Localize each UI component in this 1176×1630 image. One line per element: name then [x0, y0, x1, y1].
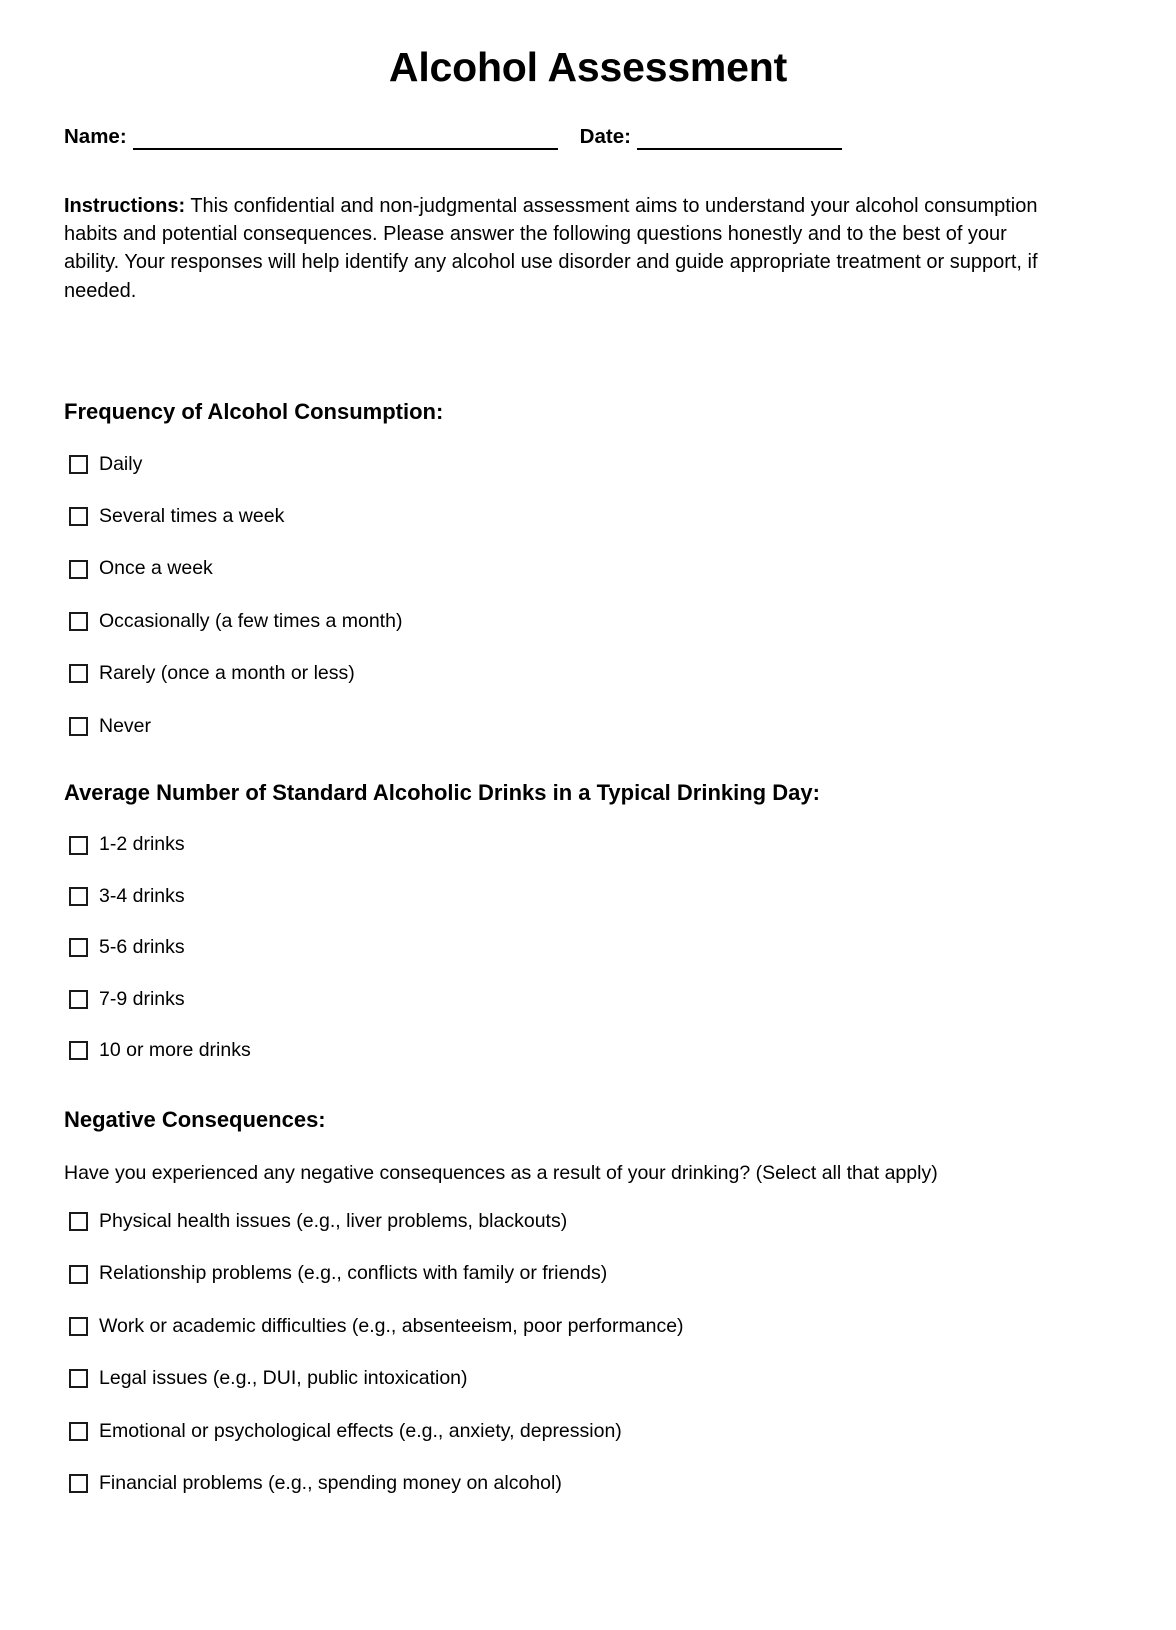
- option-label: Financial problems (e.g., spending money on alcohol): [99, 1471, 562, 1494]
- checkbox-icon[interactable]: [69, 887, 88, 906]
- name-label: Name:: [64, 125, 127, 149]
- checkbox-icon[interactable]: [69, 717, 88, 736]
- checkbox-icon[interactable]: [69, 1041, 88, 1060]
- option-label: 10 or more drinks: [99, 1038, 251, 1061]
- section-negative-consequences: [0, 1107, 1176, 1495]
- option-row-financial-problems[interactable]: [64, 1472, 1112, 1495]
- checkbox-icon[interactable]: [69, 612, 88, 631]
- instructions-paragraph: [0, 150, 1176, 306]
- option-row-1-2-drinks[interactable]: [64, 833, 1112, 856]
- option-label: 7-9 drinks: [99, 987, 185, 1010]
- option-row-work-or-academic-difficulties[interactable]: [64, 1315, 1112, 1338]
- section-heading-frequency: Frequency of Alcohol Consumption:: [64, 399, 444, 425]
- checkbox-icon[interactable]: [69, 938, 88, 957]
- instructions-label: Instructions:: [64, 194, 186, 217]
- option-row-emotional-or-psychological-effects[interactable]: [64, 1420, 1112, 1443]
- option-label: Physical health issues (e.g., liver problems, blackouts): [99, 1210, 568, 1233]
- option-row-5-6-drinks[interactable]: [64, 936, 1112, 959]
- page-title: Alcohol Assessment: [388, 44, 788, 90]
- option-row-10-or-more-drinks[interactable]: [64, 1039, 1112, 1062]
- section-average-drinks: [0, 780, 1176, 1062]
- negative-consequences-prompt: Have you experienced any negative consequences as a result of your drinking? (Select all that apply): [64, 1161, 938, 1184]
- date-label: Date:: [579, 125, 631, 149]
- option-label: 5-6 drinks: [99, 936, 185, 959]
- option-row-several-times-a-week[interactable]: [64, 505, 1112, 528]
- option-label: Emotional or psychological effects (e.g., anxiety, depression): [99, 1419, 622, 1442]
- checkbox-icon[interactable]: [69, 1265, 88, 1284]
- checkbox-icon[interactable]: [69, 455, 88, 474]
- option-label: Legal issues (e.g., DUI, public intoxication): [99, 1367, 468, 1390]
- option-row-relationship-problems[interactable]: [64, 1262, 1112, 1285]
- checkbox-icon[interactable]: [69, 990, 88, 1009]
- option-label: 1-2 drinks: [99, 833, 185, 856]
- checkbox-icon[interactable]: [69, 1212, 88, 1231]
- section-frequency: [0, 399, 1176, 738]
- option-label: 3-4 drinks: [99, 884, 185, 907]
- option-label: Several times a week: [99, 504, 285, 527]
- section-heading-negative-consequences: Negative Consequences:: [64, 1107, 326, 1133]
- checkbox-icon[interactable]: [69, 1474, 88, 1493]
- option-row-occasionally[interactable]: [64, 610, 1112, 633]
- name-input-line[interactable]: [133, 131, 558, 150]
- option-row-daily[interactable]: [64, 453, 1112, 476]
- option-row-never[interactable]: [64, 715, 1112, 738]
- option-row-legal-issues[interactable]: [64, 1367, 1112, 1390]
- checkbox-icon[interactable]: [69, 664, 88, 683]
- option-label: Occasionally (a few times a month): [99, 609, 403, 632]
- option-row-physical-health-issues[interactable]: [64, 1210, 1112, 1233]
- checkbox-icon[interactable]: [69, 1369, 88, 1388]
- checkbox-icon[interactable]: [69, 836, 88, 855]
- option-label: Rarely (once a month or less): [99, 662, 355, 685]
- checkbox-icon[interactable]: [69, 1317, 88, 1336]
- date-input-line[interactable]: [637, 131, 842, 150]
- option-label: Once a week: [99, 557, 213, 580]
- section-heading-average-drinks: Average Number of Standard Alcoholic Drinks in a Typical Drinking Day:: [64, 779, 820, 805]
- option-row-rarely[interactable]: [64, 662, 1112, 685]
- checkbox-icon[interactable]: [69, 560, 88, 579]
- option-row-3-4-drinks[interactable]: [64, 885, 1112, 908]
- identity-row: [0, 89, 1176, 150]
- option-row-7-9-drinks[interactable]: [64, 988, 1112, 1011]
- instructions-body: This confidential and non-judgmental assessment aims to understand your alcohol consumption habits and potential consequences. Please answer the following questions honestly and to the best of your ability. Your responses will help identify any alcohol use disorder and guide appropriate treatment or support, if needed.: [64, 194, 1038, 302]
- checkbox-icon[interactable]: [69, 507, 88, 526]
- option-row-once-a-week[interactable]: [64, 557, 1112, 580]
- option-label: Never: [99, 714, 152, 737]
- option-label: Daily: [99, 452, 143, 475]
- checkbox-icon[interactable]: [69, 1422, 88, 1441]
- option-label: Relationship problems (e.g., conflicts with family or friends): [99, 1262, 608, 1285]
- option-label: Work or academic difficulties (e.g., absenteeism, poor performance): [99, 1314, 684, 1337]
